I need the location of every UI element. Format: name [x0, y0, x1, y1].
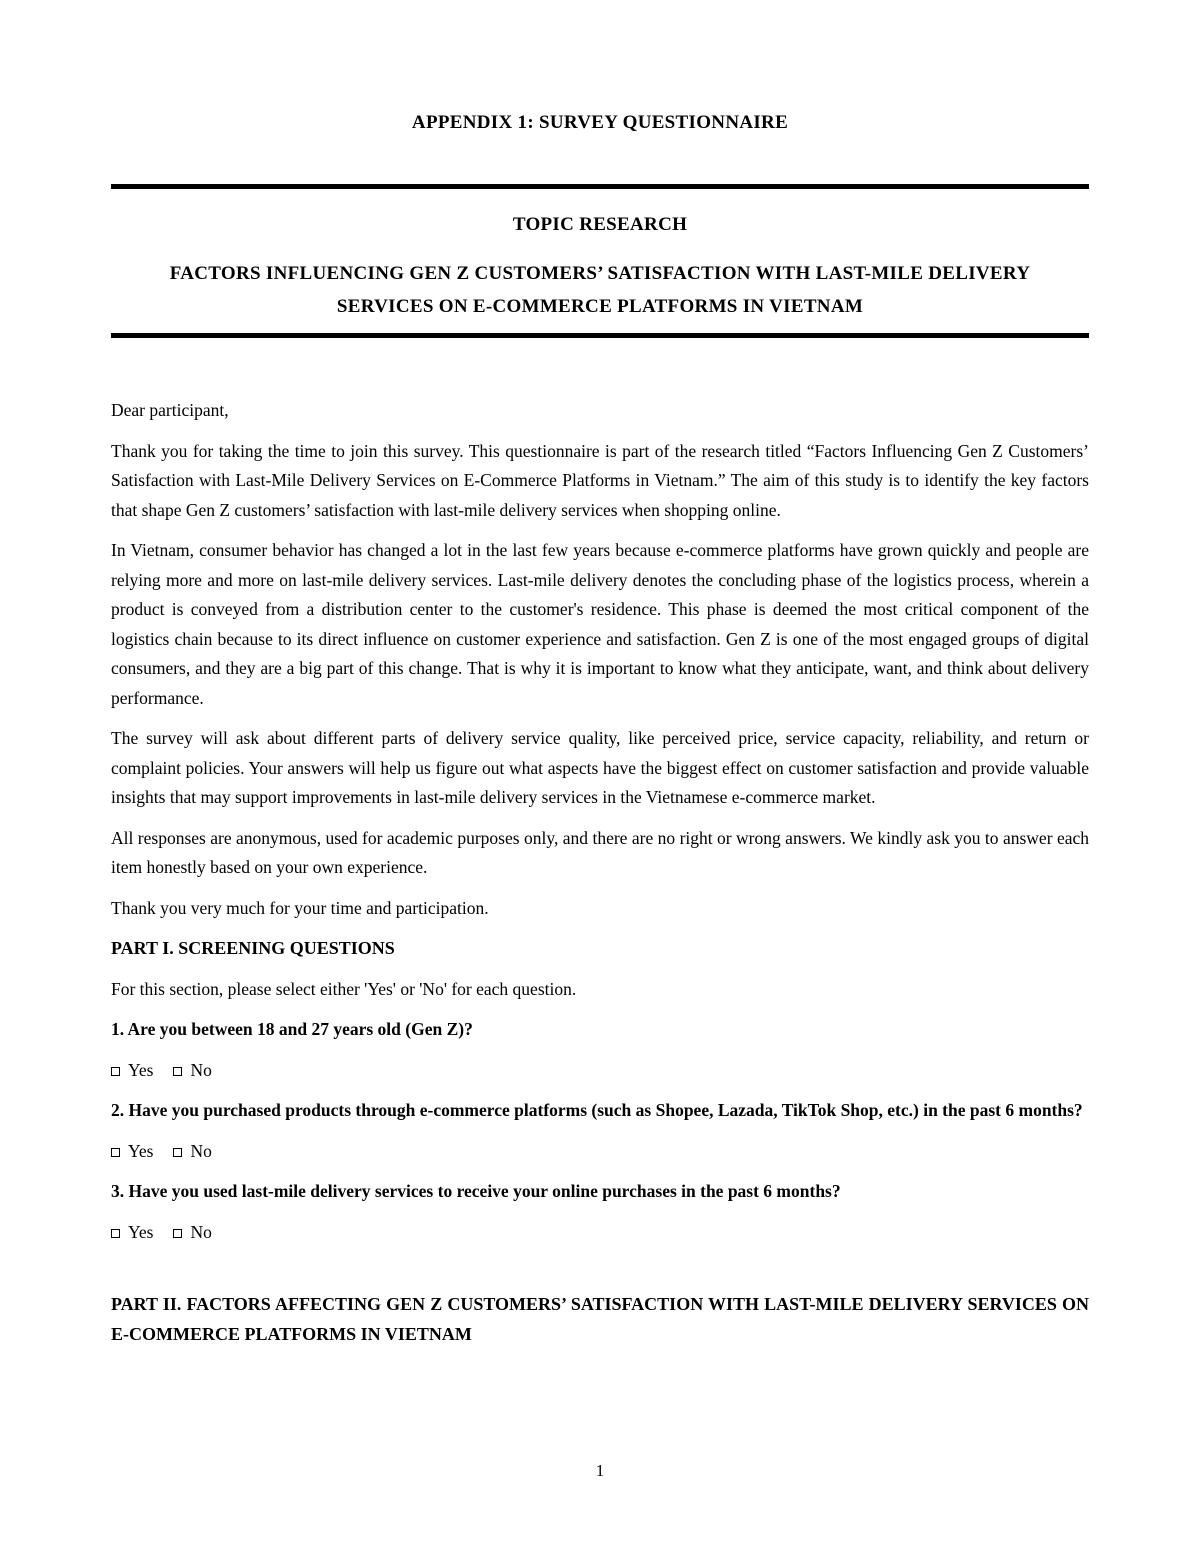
section-spacer	[111, 1258, 1089, 1290]
question-2-yes-option[interactable]	[111, 1137, 153, 1167]
checkbox-icon[interactable]	[173, 1067, 182, 1076]
topic-research-label: TOPIC RESEARCH	[512, 214, 688, 235]
intro-paragraph-3: The survey will ask about different parts of delivery service quality, like perceived price, service capacity, reliability, and return or complaint policies. Your answers will help us figure out what aspects have the biggest effect on customer satisfaction and provide valuable insights that may support improvements in last-mile delivery services in the Vietnamese e-commerce market.	[111, 728, 1089, 807]
intro-paragraph-4: All responses are anonymous, used for academic purposes only, and there are no right or wrong answers. We kindly ask you to answer each item honestly based on your own experience.	[111, 827, 1089, 877]
screening-question-2: 2. Have you purchased products through e-commerce platforms (such as Shopee, Lazada, TikTok Shop, etc.) in the past 6 months?	[111, 1100, 1083, 1120]
bottom-rule-divider	[111, 333, 1089, 338]
checkbox-icon[interactable]	[111, 1229, 120, 1238]
checkbox-icon[interactable]	[111, 1148, 120, 1157]
top-rule-divider	[111, 184, 1089, 189]
question-1-no-option[interactable]	[173, 1056, 211, 1086]
screening-question-1: 1. Are you between 18 and 27 years old (Gen Z)?	[111, 1019, 473, 1039]
no-label: No	[190, 1059, 212, 1080]
yes-label: Yes	[128, 1221, 154, 1242]
checkbox-icon[interactable]	[173, 1148, 182, 1157]
greeting: Dear participant,	[111, 400, 229, 420]
appendix-title: APPENDIX 1: SURVEY QUESTIONNAIRE	[411, 112, 789, 133]
checkbox-icon[interactable]	[173, 1229, 182, 1238]
document-body	[111, 396, 1089, 1349]
question-3-yes-option[interactable]	[111, 1218, 153, 1248]
no-label: No	[190, 1140, 212, 1161]
part-2-heading: PART II. FACTORS AFFECTING GEN Z CUSTOMERS’ SATISFACTION WITH LAST-MILE DELIVERY SERVICES ON E-COMMERCE PLATFORMS IN VIETNAM	[111, 1294, 1089, 1344]
research-title-line-2: SERVICES ON E-COMMERCE PLATFORMS IN VIETNAM	[336, 296, 864, 317]
research-title	[111, 257, 1089, 323]
part-1-heading: PART I. SCREENING QUESTIONS	[111, 938, 395, 958]
closing-thanks: Thank you very much for your time and participation.	[111, 897, 489, 918]
page-number: 1	[595, 1461, 605, 1480]
question-2-no-option[interactable]	[173, 1137, 211, 1167]
intro-paragraph-2: In Vietnam, consumer behavior has changed a lot in the last few years because e-commerce platforms have grown quickly and people are relying more and more on last-mile delivery services. Last-mile delivery denotes the concluding phase of the logistics process, wherein a product is conveyed from a distribution center to the customer's residence. This phase is deemed the most critical component of the logistics chain because to its direct influence on customer experience and satisfaction. Gen Z is one of the most engaged groups of digital consumers, and they are a big part of this change. That is why it is important to know what they anticipate, want, and think about delivery performance.	[111, 540, 1089, 708]
part-1-instruction: For this section, please select either 'Yes' or 'No' for each question.	[111, 978, 577, 999]
question-3-no-option[interactable]	[173, 1218, 211, 1248]
question-1-yes-option[interactable]	[111, 1056, 153, 1086]
document-page	[111, 0, 1089, 1553]
research-title-line-1: FACTORS INFLUENCING GEN Z CUSTOMERS’ SATISFACTION WITH LAST-MILE DELIVERY	[169, 263, 1031, 284]
checkbox-icon[interactable]	[111, 1067, 120, 1076]
question-1-options	[111, 1056, 1089, 1086]
intro-paragraph-1: Thank you for taking the time to join this survey. This questionnaire is part of the research titled “Factors Influencing Gen Z Customers’ Satisfaction with Last-Mile Delivery Services on E-Commerce Platforms in Vietnam.” The aim of this study is to identify the key factors that shape Gen Z customers’ satisfaction with last-mile delivery services when shopping online.	[111, 440, 1089, 520]
no-label: No	[190, 1221, 212, 1242]
question-2-options	[111, 1137, 1089, 1167]
yes-label: Yes	[128, 1140, 154, 1161]
screening-question-3: 3. Have you used last-mile delivery services to receive your online purchases in the past 6 months?	[111, 1181, 841, 1201]
question-3-options	[111, 1218, 1089, 1248]
yes-label: Yes	[128, 1059, 154, 1080]
